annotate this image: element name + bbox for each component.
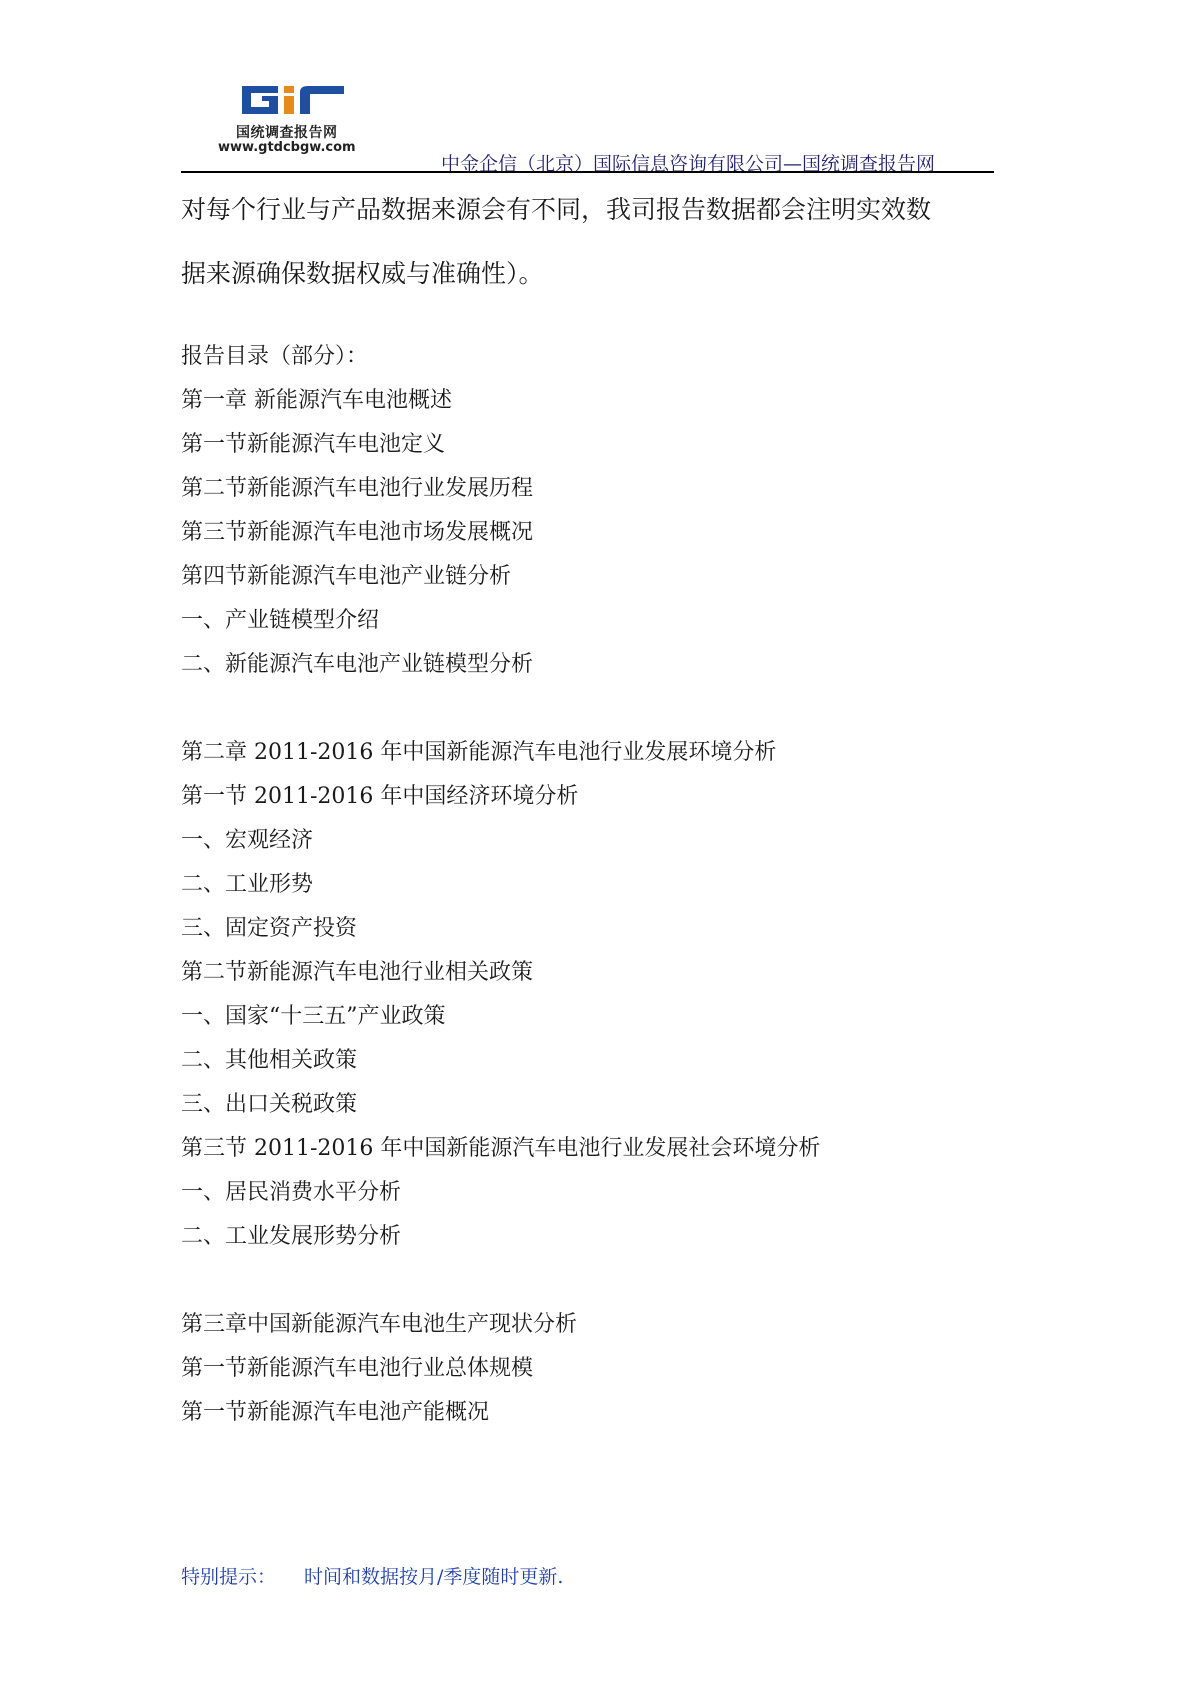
- logo-name: 国统调查报告网: [236, 125, 338, 141]
- toc-section: 第三节 2011-2016 年中国新能源汽车电池行业发展社会环境分析: [181, 1136, 821, 1161]
- intro-line: 对每个行业与产品数据来源会有不同，我司报告数据都会注明实效数: [181, 195, 932, 224]
- toc-section: 第四节新能源汽车电池产业链分析: [181, 564, 512, 589]
- toc-item: 一、居民消费水平分析: [181, 1180, 402, 1205]
- toc-chapter: 第二章 2011-2016 年中国新能源汽车电池行业发展环境分析: [181, 740, 777, 765]
- toc-heading: 报告目录（部分）：: [181, 344, 369, 369]
- toc-item: 二、工业发展形势分析: [181, 1224, 402, 1249]
- gtdc-logo-mark-icon: [238, 82, 358, 118]
- toc-section: 第一节新能源汽车电池定义: [181, 432, 446, 457]
- toc-section: 第一节新能源汽车电池产能概况: [181, 1400, 490, 1425]
- toc-item: 二、工业形势: [181, 872, 314, 897]
- notice-text: 时间和数据按月/季度随时更新.: [304, 1566, 564, 1588]
- toc-chapter: 第一章 新能源汽车电池概述: [181, 388, 452, 413]
- toc-section: 第一节新能源汽车电池行业总体规模: [181, 1356, 534, 1381]
- toc-section: 第一节 2011-2016 年中国经济环境分析: [181, 784, 579, 809]
- toc-section: 第三节新能源汽车电池市场发展概况: [181, 520, 534, 545]
- company-name: 中金企信（北京）国际信息咨询有限公司—国统调查报告网: [441, 153, 936, 175]
- intro-paragraph: [181, 178, 1011, 306]
- logo-url: www.gtdcbgw.com: [218, 140, 356, 155]
- toc-item: 一、产业链模型介绍: [181, 608, 380, 633]
- toc-chapter: 第三章中国新能源汽车电池生产现状分析: [181, 1312, 578, 1337]
- toc-item: 二、其他相关政策: [181, 1048, 358, 1073]
- notice-label: 特别提示：: [181, 1566, 277, 1588]
- toc-section: 第二节新能源汽车电池行业发展历程: [181, 476, 534, 501]
- toc-item: 三、出口关税政策: [181, 1092, 358, 1117]
- toc-section: 第二节新能源汽车电池行业相关政策: [181, 960, 534, 985]
- toc-item: 一、国家“十三五”产业政策: [181, 1004, 446, 1029]
- company-logo: [218, 82, 378, 162]
- intro-line: 据来源确保数据权威与准确性）。: [181, 259, 544, 288]
- toc-item: 二、新能源汽车电池产业链模型分析: [181, 652, 534, 677]
- toc-item: 一、宏观经济: [181, 828, 314, 853]
- header-divider: [181, 171, 994, 173]
- special-notice: [181, 1562, 563, 1589]
- toc-item: 三、固定资产投资: [181, 916, 358, 941]
